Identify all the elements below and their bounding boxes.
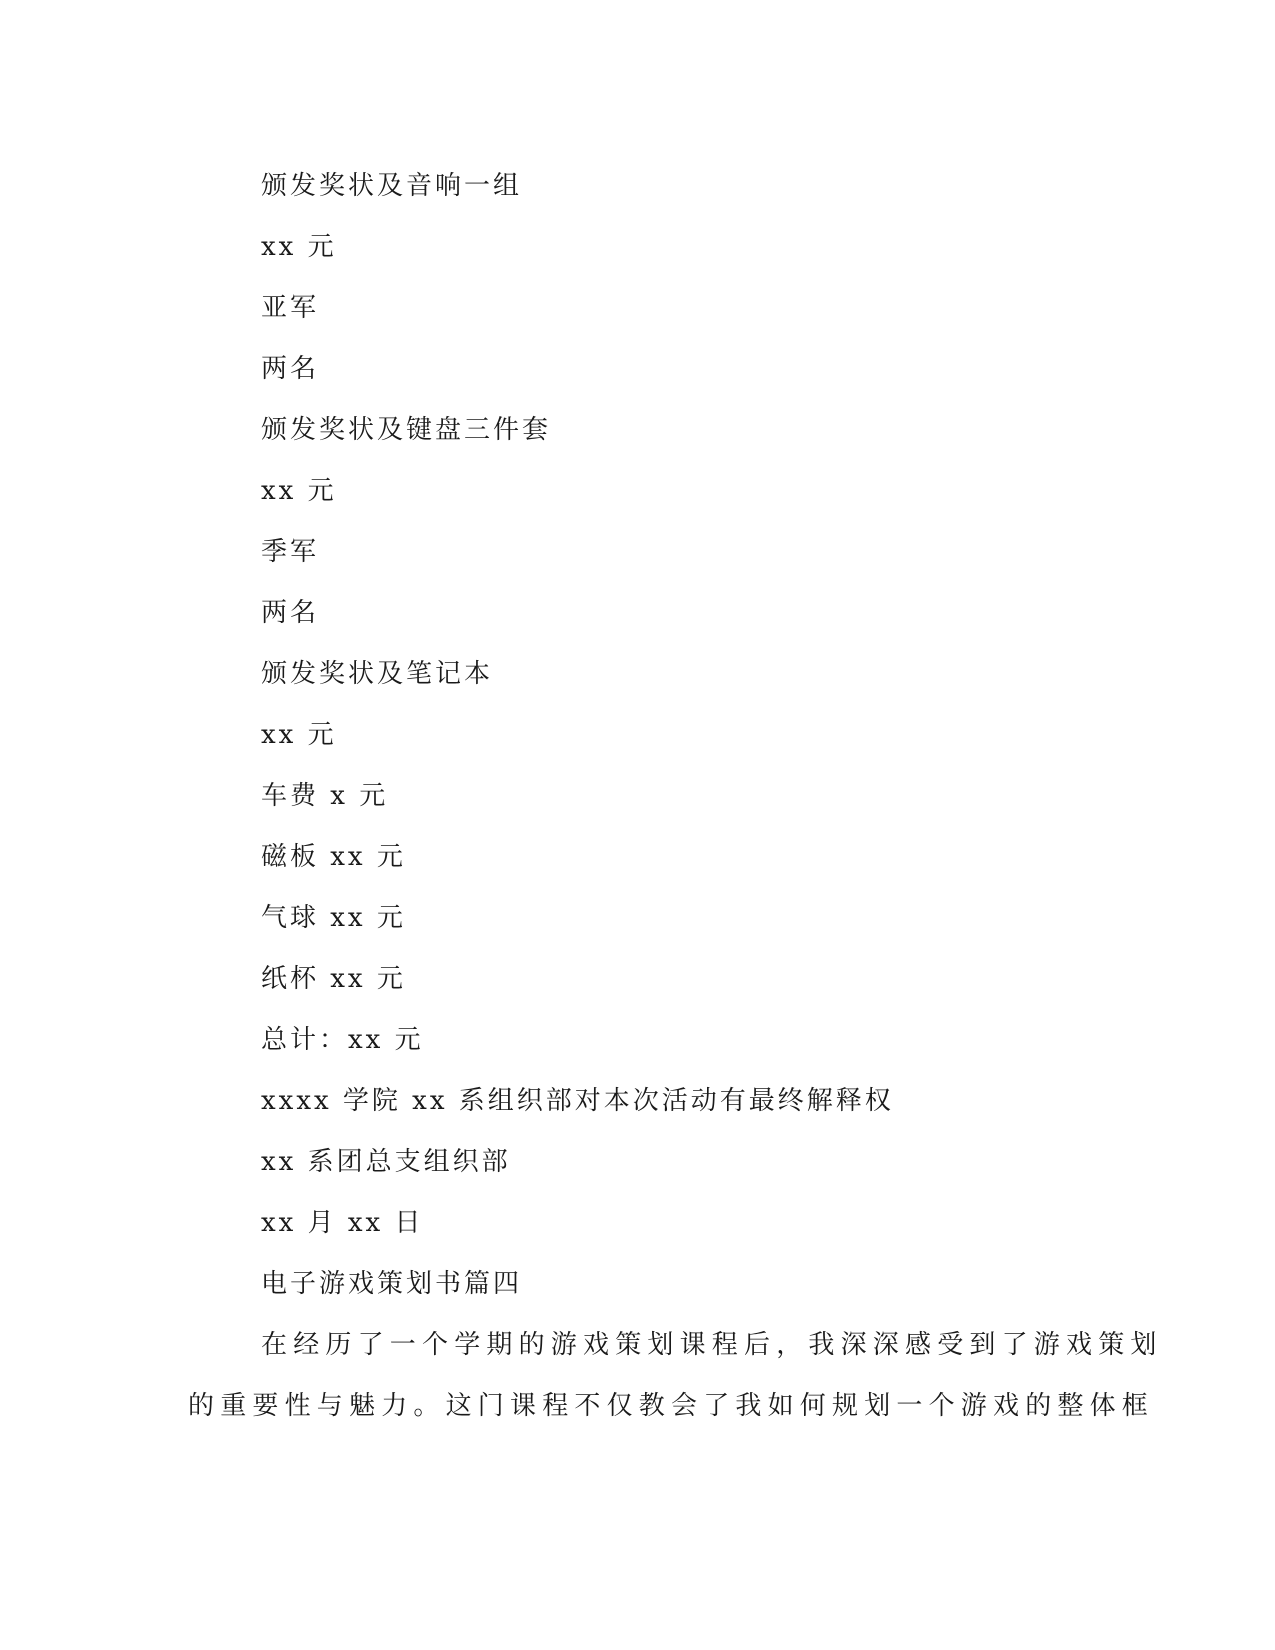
text-line-7: 季军 <box>261 537 320 567</box>
text-line-18: xx 月 xx 日 <box>261 1208 424 1238</box>
section-heading: 电子游戏策划书篇四 <box>261 1269 523 1299</box>
text-line-9: 颁发奖状及笔记本 <box>261 659 494 689</box>
text-line-1: 颁发奖状及音响一组 <box>261 171 523 201</box>
text-line-8: 两名 <box>261 598 320 628</box>
text-line-4: 两名 <box>261 354 320 384</box>
text-line-3: 亚军 <box>261 293 320 323</box>
text-line-15: 总计：xx 元 <box>261 1025 424 1055</box>
text-line-16: xxxx 学院 xx 系组织部对本次活动有最终解释权 <box>261 1086 894 1116</box>
text-line-14: 纸杯 xx 元 <box>261 964 406 994</box>
text-line-2: xx 元 <box>261 232 337 262</box>
text-line-17: xx 系团总支组织部 <box>261 1147 511 1177</box>
text-line-10: xx 元 <box>261 720 337 750</box>
text-line-12: 磁板 xx 元 <box>261 842 406 872</box>
text-line-5: 颁发奖状及键盘三件套 <box>261 415 552 445</box>
text-line-11: 车费 x 元 <box>261 781 389 811</box>
text-line-6: xx 元 <box>261 476 337 506</box>
paragraph-line-2: 的重要性与魅力。这门课程不仅教会了我如何规划一个游戏的整体框 <box>188 1391 1155 1421</box>
text-line-13: 气球 xx 元 <box>261 903 406 933</box>
paragraph-line-1: 在经历了一个学期的游戏策划课程后，我深深感受到了游戏策划 <box>261 1330 1163 1360</box>
